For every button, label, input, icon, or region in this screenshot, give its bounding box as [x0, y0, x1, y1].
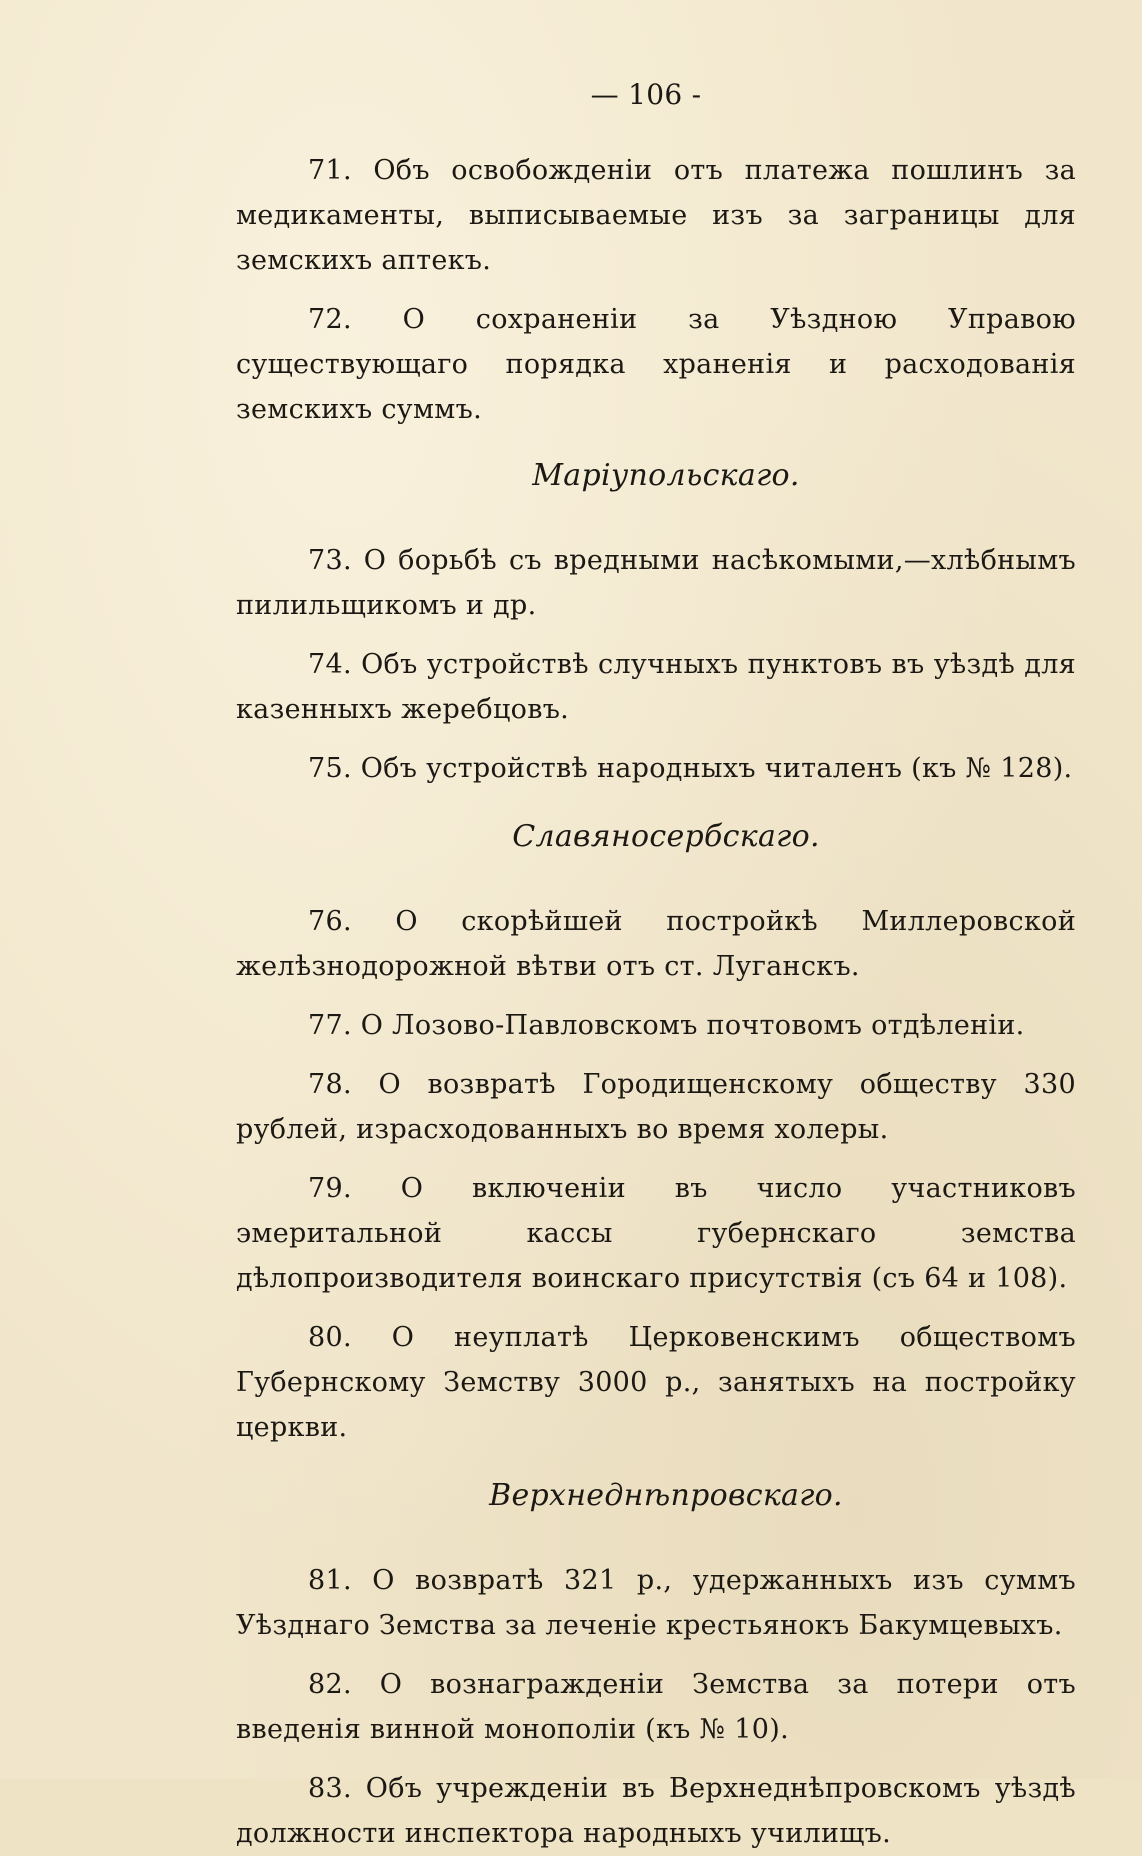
list-item: 73. О борьбѣ съ вредными насѣкомыми,—хлѣбнымъ пилильщикомъ и др. [236, 545, 1076, 621]
page-number: — 106 - [590, 78, 702, 111]
section-heading: Маріупольскаго. [532, 458, 800, 493]
list-item: 72. О сохраненіи за Уѣздною Управою существующаго порядка храненія и расходованія земскихъ суммъ. [236, 304, 1076, 425]
list-item: 77. О Лозово-Павловскомъ почтовомъ отдѣленіи. [308, 1010, 1025, 1041]
list-item: 75. Объ устройствѣ народныхъ читаленъ (къ № 128). [308, 753, 1073, 784]
page-content [236, 148, 1076, 1856]
list-item: 74. Объ устройствѣ случныхъ пунктовъ въ уѣздѣ для казенныхъ жеребцовъ. [236, 649, 1076, 725]
list-item: 79. О включеніи въ число участниковъ эмеритальной кассы губернскаго земства дѣлопроизводителя воинскаго присутствія (съ 64 и 108). [236, 1173, 1076, 1294]
list-item: 82. О вознагражденіи Земства за потери отъ введенія винной монополіи (къ № 10). [236, 1669, 1076, 1745]
list-item: 78. О возвратѣ Городищенскому обществу 330 рублей, израсходованныхъ во время холеры. [236, 1069, 1076, 1145]
list-item: 71. Объ освобожденіи отъ платежа пошлинъ за медикаменты, выписываемые изъ за заграницы для земскихъ аптекъ. [236, 155, 1076, 276]
list-item: 81. О возвратѣ 321 р., удержанныхъ изъ суммъ Уѣзднаго Земства за леченіе крестьянокъ Бакумцевыхъ. [236, 1565, 1076, 1641]
list-item: 83. Объ учрежденіи въ Верхнеднѣпровскомъ уѣздѣ должности инспектора народныхъ училищъ. [236, 1773, 1076, 1849]
list-item: 80. О неуплатѣ Церковенскимъ обществомъ Губернскому Земству 3000 р., занятыхъ на постройку церкви. [236, 1322, 1076, 1443]
list-item: 76. О скорѣйшей постройкѣ Миллеровской желѣзнодорожной вѣтви отъ ст. Луганскъ. [236, 906, 1076, 982]
section-heading: Славяносербскаго. [512, 819, 820, 854]
section-heading: Верхнеднѣпровскаго. [489, 1478, 843, 1513]
